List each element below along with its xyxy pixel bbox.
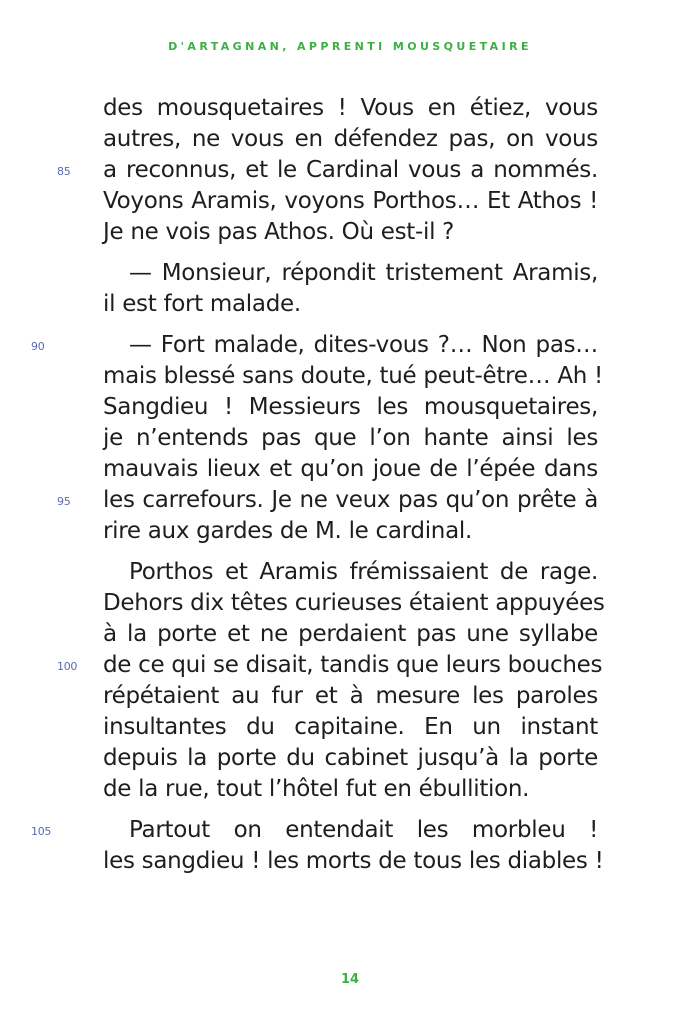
page-number: 14 (340, 972, 360, 987)
text-line: 100 de ce qui se disait, tandis que leurs bouches (103, 650, 598, 681)
text-line: depuis la porte du cabinet jusqu’à la porte (103, 745, 598, 771)
text-line: Sangdieu ! Messieurs les mousquetaires, (103, 394, 598, 420)
line-number: 90 (31, 340, 45, 353)
text-line: Dehors dix têtes curieuses étaient appuyées (103, 590, 605, 616)
text-line: je n’entends pas que l’on hante ainsi les (103, 425, 598, 451)
text-line: Voyons Aramis, voyons Porthos… Et Athos ! (103, 188, 598, 214)
text-line: autres, ne vous en défendez pas, on vous (103, 126, 598, 152)
text-line: répétaient au fur et à mesure les paroles (103, 683, 598, 709)
line-number: 105 (31, 825, 52, 838)
text-line: les sangdieu ! les morts de tous les diables ! (103, 848, 604, 874)
text-line: insultantes du capitaine. En un instant (103, 714, 598, 740)
running-head: D'ARTAGNAN, APPRENTI MOUSQUETAIRE (168, 40, 532, 53)
text-line: de la rue, tout l’hôtel fut en ébullition. (103, 776, 530, 802)
text-line: à la porte et ne perdaient pas une syllabe (103, 621, 598, 647)
text-line: 90 — Fort malade, dites-vous ?… Non pas… (103, 330, 598, 361)
text-line: il est fort malade. (103, 291, 301, 317)
line-number: 100 (57, 660, 78, 673)
text-line: Je ne vois pas Athos. Où est-il ? (103, 219, 455, 245)
body-text (31, 93, 605, 877)
line-number: 95 (57, 495, 71, 508)
text-line: Porthos et Aramis frémissaient de rage. (129, 559, 598, 585)
text-line: mauvais lieux et qu’on joue de l’épée dans (103, 456, 598, 482)
text-line: 85 a reconnus, et le Cardinal vous a nommés. (103, 155, 598, 186)
text-line: mais blessé sans doute, tué peut-être… Ah ! (103, 363, 603, 389)
text-line: rire aux gardes de M. le cardinal. (103, 518, 472, 544)
text-line: 105 Partout on entendait les morbleu ! (103, 815, 598, 846)
line-number: 85 (57, 165, 71, 178)
text-line: des mousquetaires ! Vous en étiez, vous (103, 95, 598, 121)
text-line: 95 les carrefours. Je ne veux pas qu’on prête à (103, 485, 598, 516)
text-line: — Monsieur, répondit tristement Aramis, (129, 260, 598, 286)
